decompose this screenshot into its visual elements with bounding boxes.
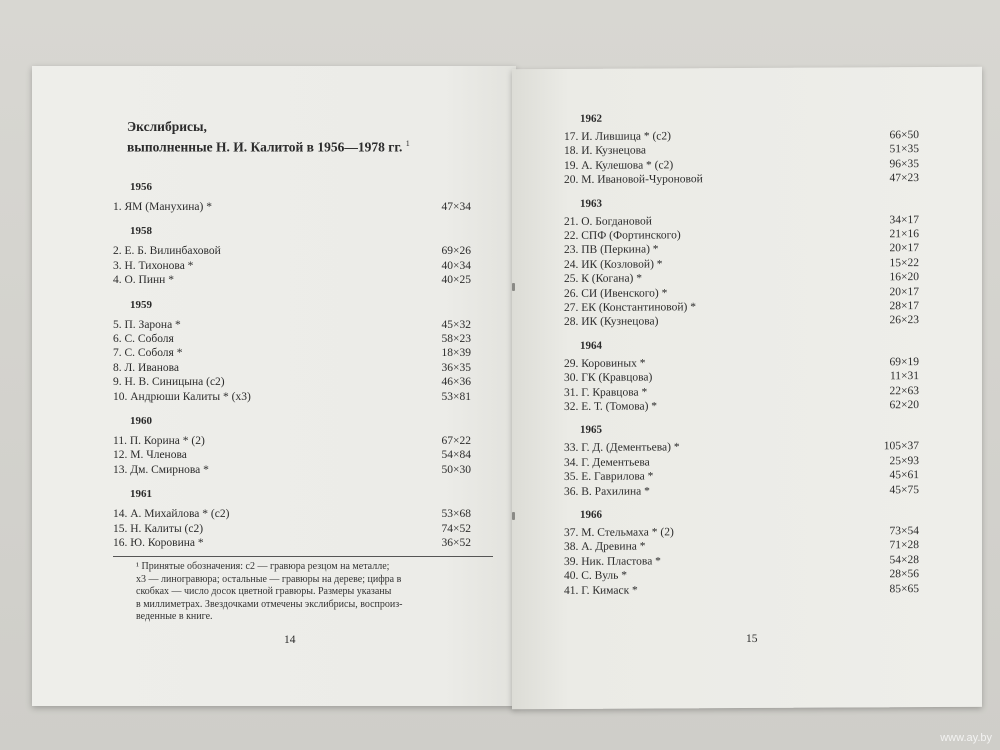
entry-name: 30. ГК (Кравцова): [564, 371, 653, 385]
entry-dimensions: 74×52: [441, 522, 471, 535]
year-heading: 1962: [580, 112, 602, 125]
year-heading: 1965: [580, 424, 602, 437]
entry-name: 15. Н. Калиты (с2): [113, 522, 204, 535]
entry-dimensions: 73×54: [889, 525, 919, 538]
entry-name: 24. ИК (Козловой) *: [564, 258, 663, 271]
entry-name: 21. О. Богдановой: [564, 215, 652, 228]
entry-name: 12. М. Членова: [113, 449, 187, 462]
entry-name: 41. Г. Кимаск *: [564, 584, 638, 597]
entry-name: 11. П. Корина * (2): [113, 435, 205, 447]
entry-dimensions: 22×63: [889, 384, 919, 397]
year-heading: 1963: [580, 197, 602, 210]
entry-name: 13. Дм. Смирнова *: [113, 463, 209, 476]
list-title-text: выполненные Н. И. Калитой в 1956—1978 гг.: [127, 139, 403, 155]
entry-dimensions: 28×56: [889, 568, 919, 581]
entry-name: 10. Андрюши Калиты * (х3): [113, 390, 251, 403]
entry-name: 28. ИК (Кузнецова): [564, 315, 659, 329]
entry-dimensions: 51×35: [889, 143, 919, 156]
entry-name: 4. О. Пинн *: [113, 274, 174, 287]
entry-dimensions: 18×39: [441, 347, 471, 360]
right-page-content: [512, 67, 982, 646]
watermark: www.ay.by: [940, 732, 992, 744]
footnote-divider: [113, 556, 493, 557]
entry-dimensions: 53×68: [441, 508, 471, 521]
entry-name: 34. Г. Дементьева: [564, 456, 650, 469]
entry-dimensions: 85×65: [889, 582, 919, 595]
entry-dimensions: 45×75: [889, 483, 919, 496]
entry-dimensions: 15×22: [889, 256, 919, 270]
year-heading: 1961: [130, 488, 152, 501]
entry-name: 16. Ю. Коровина *: [113, 537, 204, 549]
footnote-line: х3 — линогравюра; остальные — гравюры на дереве; цифра в: [136, 573, 402, 585]
footnote-line: скобках — число досок цветной гравюры. Размеры указаны: [136, 586, 392, 598]
left-page: [32, 66, 516, 706]
entry-name: 7. С. Соболя *: [113, 347, 183, 360]
footnote-line: в миллиметрах. Звездочками отмечены экслибрисы, воспроиз-: [136, 598, 403, 610]
entry-name: 22. СПФ (Фортинского): [564, 229, 681, 242]
entry-dimensions: 11×31: [889, 370, 919, 383]
year-heading: 1959: [130, 298, 152, 311]
page-number: 15: [746, 632, 758, 646]
entry-name: 18. И. Кузнецова: [564, 144, 646, 158]
footnote-line: веденные в книге.: [136, 611, 213, 623]
entry-dimensions: 25×93: [889, 454, 919, 468]
entry-name: 38. А. Древина *: [564, 540, 646, 554]
entry-dimensions: 16×20: [889, 271, 919, 284]
entry-dimensions: 53×81: [441, 390, 471, 403]
entry-dimensions: 69×19: [889, 355, 919, 369]
entry-name: 27. ЕК (Константиновой) *: [564, 301, 696, 314]
entry-name: 20. М. Ивановой-Чуроновой: [564, 173, 703, 187]
entry-dimensions: 66×50: [889, 129, 919, 142]
entry-name: 36. В. Рахилина *: [564, 485, 650, 498]
entry-dimensions: 69×26: [441, 245, 471, 258]
list-title-line-2: [127, 135, 410, 156]
entry-dimensions: 54×84: [441, 449, 471, 462]
entry-dimensions: 54×28: [889, 553, 919, 567]
footnote-mark: 1: [405, 139, 410, 148]
entry-dimensions: 46×36: [441, 376, 471, 389]
entry-dimensions: 45×61: [889, 469, 919, 482]
entry-name: 35. Е. Гаврилова *: [564, 470, 654, 484]
entry-dimensions: 96×35: [889, 157, 919, 171]
entry-name: 33. Г. Д. (Дементьева) *: [564, 441, 680, 455]
entry-name: 37. М. Стельмаха * (2): [564, 526, 674, 539]
entry-dimensions: 71×28: [889, 539, 919, 552]
year-heading: 1956: [130, 181, 152, 193]
entry-dimensions: 50×30: [441, 463, 471, 476]
entry-name: 31. Г. Кравцова *: [564, 386, 648, 399]
entry-name: 23. ПВ (Перкина) *: [564, 243, 659, 257]
entry-name: 8. Л. Иванова: [113, 361, 180, 374]
entry-name: 6. С. Соболя: [113, 333, 174, 345]
entry-dimensions: 20×17: [889, 242, 919, 255]
entry-dimensions: 20×17: [889, 285, 919, 298]
right-page: [512, 67, 982, 709]
entry-dimensions: 40×34: [441, 259, 471, 272]
entry-name: 3. Н. Тихонова *: [113, 259, 194, 272]
entry-name: 9. Н. В. Синицына (с2): [113, 376, 225, 389]
entry-dimensions: 28×17: [889, 300, 919, 313]
entry-dimensions: 40×25: [441, 274, 471, 287]
entry-dimensions: 67×22: [441, 435, 471, 447]
entry-dimensions: 34×17: [889, 213, 919, 226]
entry-name: 26. СИ (Ивенского) *: [564, 287, 668, 300]
entry-dimensions: 26×23: [889, 314, 919, 327]
page-number: 14: [284, 634, 296, 646]
entry-name: 17. И. Лившица * (с2): [564, 130, 671, 143]
entry-name: 40. С. Вуль *: [564, 569, 628, 583]
entry-name: 25. К (Когана) *: [564, 272, 643, 286]
year-heading: 1964: [580, 339, 602, 352]
staple-bottom: [512, 512, 515, 520]
footnote-line: ¹ Принятые обозначения: с2 — гравюра резцом на металле;: [136, 561, 390, 572]
entry-dimensions: 105×37: [883, 440, 919, 453]
entry-dimensions: 47×23: [889, 172, 919, 185]
entry-dimensions: 45×32: [441, 318, 471, 331]
entry-name: 2. Е. Б. Вилинбаховой: [113, 245, 221, 258]
entry-dimensions: 47×34: [441, 201, 471, 213]
entry-name: 1. ЯМ (Манухина) *: [113, 201, 212, 213]
entry-dimensions: 58×23: [441, 333, 471, 345]
staple-top: [512, 283, 515, 291]
list-title-line-1: Экслибрисы,: [127, 119, 207, 134]
year-heading: 1960: [130, 415, 152, 427]
entry-dimensions: 36×52: [441, 537, 471, 549]
entry-name: 32. Е. Т. (Томова) *: [564, 400, 658, 413]
entry-name: 14. А. Михайлова * (с2): [113, 508, 230, 521]
entry-dimensions: 36×35: [441, 361, 471, 374]
entry-name: 29. Коровиных *: [564, 357, 646, 370]
entry-dimensions: 62×20: [889, 399, 919, 412]
year-heading: 1958: [130, 225, 152, 238]
entry-name: 19. А. Кулешова * (с2): [564, 159, 674, 172]
entry-name: 39. Ник. Пластова *: [564, 555, 661, 568]
entry-name: 5. П. Зарона *: [113, 318, 181, 331]
entry-dimensions: 21×16: [889, 228, 919, 241]
year-heading: 1966: [580, 508, 602, 521]
